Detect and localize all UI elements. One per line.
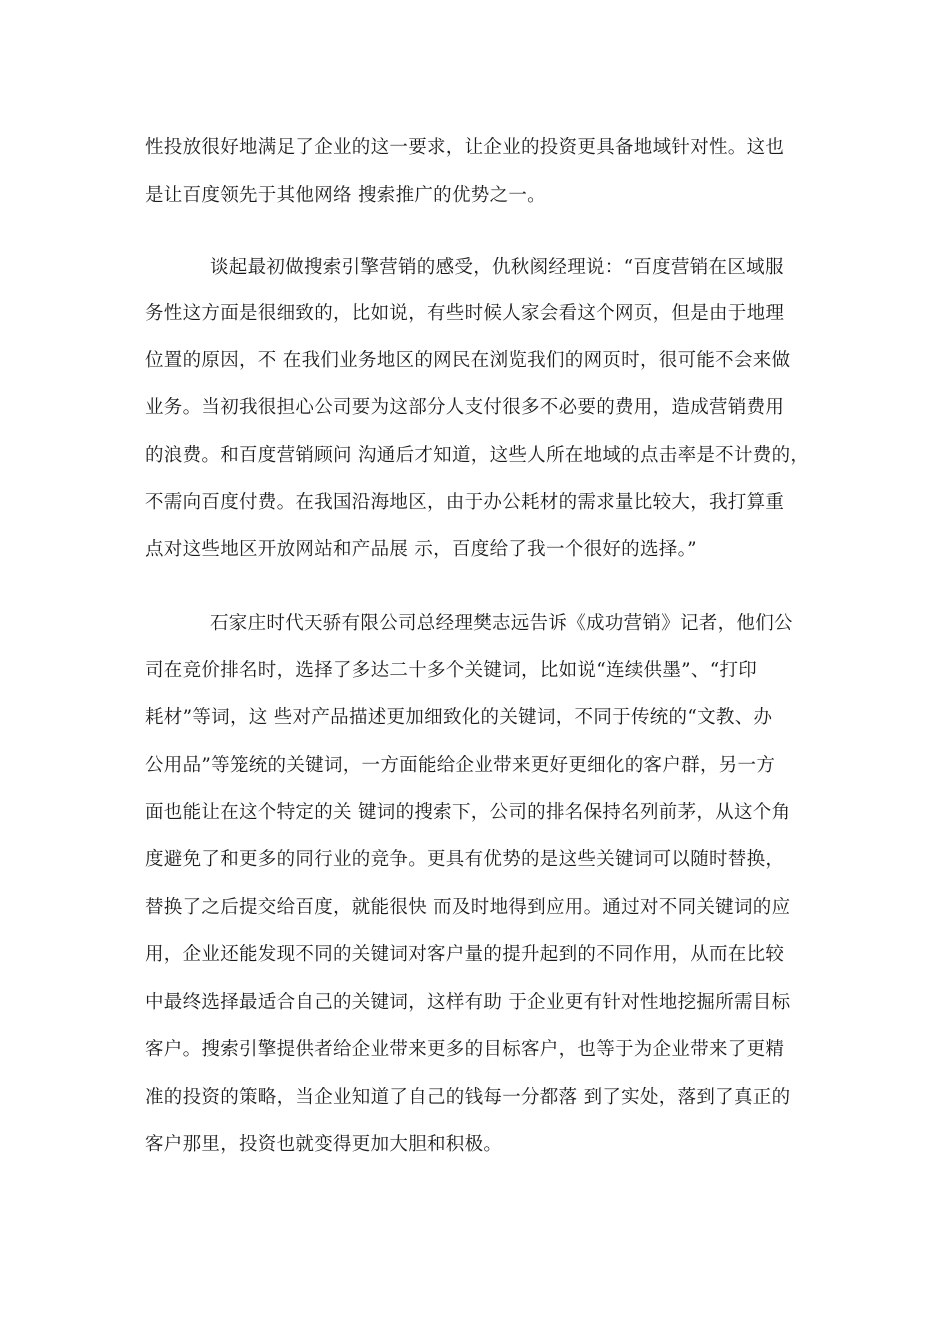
text-line: 司在竞价排名时，选择了多达二十多个关键词，比如说“连续供墨”、“打印 <box>145 660 758 681</box>
text-line: 度避免了和更多的同行业的竞争。更具有优势的是这些关键词可以随时替换， <box>145 849 785 870</box>
text-line: 中最终选择最适合自己的关键词，这样有助 于企业更有针对性地挖掘所需目标 <box>145 992 791 1013</box>
text-line: 客户。搜索引擎提供者给企业带来更多的目标客户，也等于为企业带来了更精 <box>145 1039 785 1060</box>
text-line: 位置的原因，不 在我们业务地区的网民在浏览我们的网页时，很可能不会来做 <box>145 350 791 371</box>
text-line: 点对这些地区开放网站和产品展 示，百度给了我一个很好的选择。” <box>145 539 697 560</box>
text-line: 石家庄时代天骄有限公司总经理樊志远告诉《成功营销》记者，他们公 <box>210 613 793 634</box>
text-line: 耗材”等词，这 些对产品描述更加细致化的关键词，不同于传统的“文教、办 <box>145 707 773 728</box>
text-line: 性投放很好地满足了企业的这一要求，让企业的投资更具备地域针对性。这也 <box>145 137 785 158</box>
text-line: 的浪费。和百度营销顾问 沟通后才知道，这些人所在地域的点击率是不计费的， <box>145 445 810 466</box>
text-line: 客户那里，投资也就变得更加大胆和积极。 <box>145 1134 503 1155</box>
text-line: 业务。当初我很担心公司要为这部分人支付很多不必要的费用，造成营销费用 <box>145 397 785 418</box>
text-line: 不需向百度付费。在我国沿海地区，由于办公耗材的需求量比较大，我打算重 <box>145 492 785 513</box>
text-line: 替换了之后提交给百度，就能很快 而及时地得到应用。通过对不同关键词的应 <box>145 897 791 918</box>
text-line: 公用品”等笼统的关键词，一方面能给企业带来更好更细化的客户群，另一方 <box>145 755 776 776</box>
text-line: 用，企业还能发现不同的关键词对客户量的提升起到的不同作用，从而在比较 <box>145 944 785 965</box>
text-line: 务性这方面是很细致的，比如说，有些时候人家会看这个网页，但是由于地理 <box>145 303 785 324</box>
text-line: 是让百度领先于其他网络 搜索推广的优势之一。 <box>145 185 546 206</box>
text-line: 谈起最初做搜索引擎营销的感受，仇秋阂经理说：“百度营销在区域服 <box>210 257 784 278</box>
text-line: 准的投资的策略，当企业知道了自己的钱每一分都落 到了实处，落到了真正的 <box>145 1087 791 1108</box>
text-line: 面也能让在这个特定的关 键词的搜索下，公司的排名保持名列前茅，从这个角 <box>145 802 791 823</box>
